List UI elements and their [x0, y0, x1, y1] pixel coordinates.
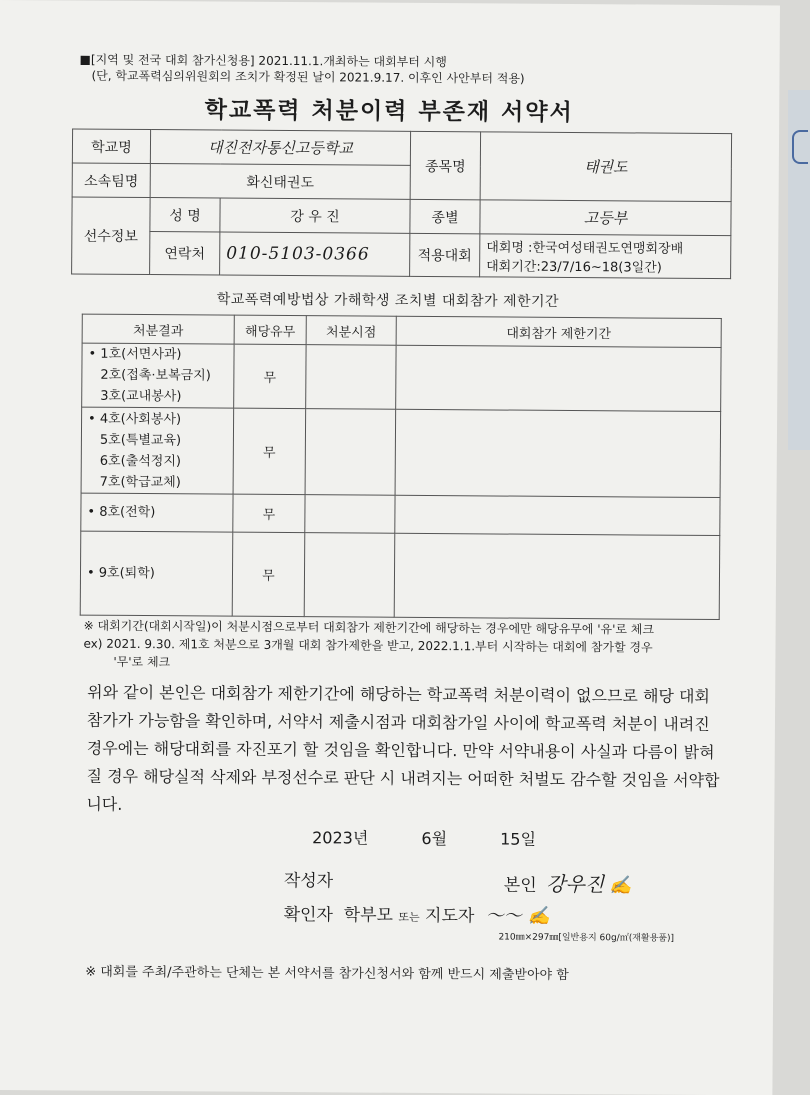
result-item: 3호(교내봉사) — [100, 388, 182, 405]
table-row — [81, 493, 720, 535]
document-title: 학교폭력 처분이력 부존재 서약서 — [204, 97, 574, 127]
header-period: 대회참가 제한기간 — [396, 316, 721, 347]
table-row — [82, 343, 721, 411]
table-row — [80, 531, 720, 619]
contact-value: 010-5103-0366 — [220, 232, 410, 276]
confirmer-line — [284, 900, 550, 928]
pledge-date — [312, 825, 584, 850]
applicable-value: 무 — [233, 494, 305, 533]
note-line-3: '무'로 체크 — [113, 654, 171, 670]
result-cell — [80, 531, 233, 616]
name-label: 성 명 — [150, 198, 220, 232]
date-cell — [306, 345, 396, 410]
date-day: 15일 — [500, 829, 537, 849]
header-line-2: (단, 학교폭력심의위원회의 조치가 확정된 날이 2021.9.17. 이후인 사안부터 적용) — [91, 68, 525, 86]
info-table — [71, 129, 732, 280]
period-cell — [395, 495, 720, 535]
period-cell — [394, 533, 720, 619]
name-value: 강 우 진 — [220, 198, 410, 233]
background-mark-icon — [792, 130, 808, 164]
self-label: 본인 — [503, 875, 537, 896]
pledge-text: 위와 같이 본인은 대회참가 제한기간에 해당하는 학교폭력 처분이력이 없으므로 해당 대회 참가가 가능함을 확인하며, 서약서 제출시점과 대회참가일 사이에 학교폭력 처분이 내려진 경우에는 해당대회를 자진포기 할 것임을 확인합니다. 만약 서약내용이 사실과 다름이 밝혀질 경우 해당실적 삭제와 부정선수로 판단 시 내려지는 어떠한 처벌도 감수할 것임을 서약합니다. — [86, 682, 720, 814]
sport-value: 태권도 — [480, 132, 731, 202]
header-result: 처분결과 — [82, 314, 234, 344]
coach-signature: 〜〜 ✍ — [485, 905, 550, 927]
date-cell — [305, 495, 395, 534]
coach-label: 지도자 — [424, 905, 475, 927]
team-label: 소속팀명 — [72, 163, 150, 198]
or-label: 또는 — [398, 910, 420, 924]
result-item: • 9호(퇴학) — [86, 565, 155, 582]
period-cell — [396, 345, 721, 411]
self-signature — [504, 868, 632, 898]
header-applicable: 해당유무 — [234, 315, 306, 345]
team-value: 화신태권도 — [150, 164, 410, 200]
restriction-table-title: 학교폭력예방법상 가해학생 조치별 대회참가 제한기간 — [216, 291, 560, 310]
event-label: 적용대회 — [410, 233, 480, 276]
school-value: 대진전자통신고등학교 — [150, 130, 410, 166]
confirmer-label: 확인자 — [283, 905, 333, 926]
date-cell — [305, 409, 396, 496]
header-line-1: ■[지역 및 전국 대회 참가신청용] 2021.11.1.개최하는 대회부터 시행 — [79, 52, 447, 70]
date-year: 2023년 — [312, 828, 369, 848]
result-item: 2호(접촉·보복금지) — [100, 367, 211, 384]
result-item: 6호(출석정지) — [99, 453, 182, 469]
signature-scrawl: ✍ — [609, 875, 632, 897]
result-cell — [81, 407, 234, 494]
result-cell — [82, 343, 234, 408]
result-cell — [81, 493, 233, 532]
applicable-value: 무 — [234, 344, 306, 409]
result-item: • 4호(사회봉사) — [88, 411, 182, 427]
background-object — [788, 90, 810, 450]
result-item: 7호(학급교체) — [99, 474, 181, 490]
date-cell — [304, 533, 395, 618]
note-line-2: ex) 2021. 9.30. 제1호 처분으로 3개월 대회 참가제한을 받고, 2022.1.1.부터 시작하는 대회에 참가할 경우 — [83, 636, 653, 655]
category-value: 고등부 — [480, 200, 731, 236]
event-name: 대회명 :한국여성태권도연맹회장배 — [486, 240, 684, 257]
school-label: 학교명 — [72, 129, 150, 164]
result-item: 5호(특별교육) — [99, 432, 182, 448]
parent-label: 학부모 — [343, 905, 394, 926]
table-row — [81, 407, 721, 497]
period-cell — [395, 409, 721, 497]
date-month: 6월 — [421, 828, 448, 849]
note-line-1: ※ 대회기간(대회시작일)이 처분시점으로부터 대회참가 제한기간에 해당하는 경우에만 해당유무에 '유'로 체크 — [83, 618, 655, 637]
sport-label: 종목명 — [410, 131, 480, 199]
header-date: 처분시점 — [306, 316, 396, 346]
result-item: • 8호(전학) — [87, 504, 156, 521]
restriction-table — [80, 314, 722, 620]
paper-spec: 210㎜×297㎜[일반용지 60g/㎡(재활용품)] — [498, 932, 675, 944]
player-info-label: 선수정보 — [72, 197, 151, 275]
event-cell — [480, 234, 731, 279]
result-item: • 1호(서면사과) — [88, 346, 182, 363]
footer-note: ※ 대회를 주최/주관하는 단체는 본 서약서를 참가신청서와 함께 반드시 제출받아야 함 — [85, 964, 569, 983]
contact-label: 연락처 — [150, 232, 220, 275]
author-label: 작성자 — [283, 871, 334, 892]
event-period: 대회기간:23/7/16~18(3일간) — [486, 259, 662, 276]
applicable-value: 무 — [232, 532, 305, 617]
category-label: 종별 — [410, 199, 480, 233]
self-name-handwritten: 강우진 — [546, 871, 605, 897]
applicable-value: 무 — [233, 408, 306, 495]
